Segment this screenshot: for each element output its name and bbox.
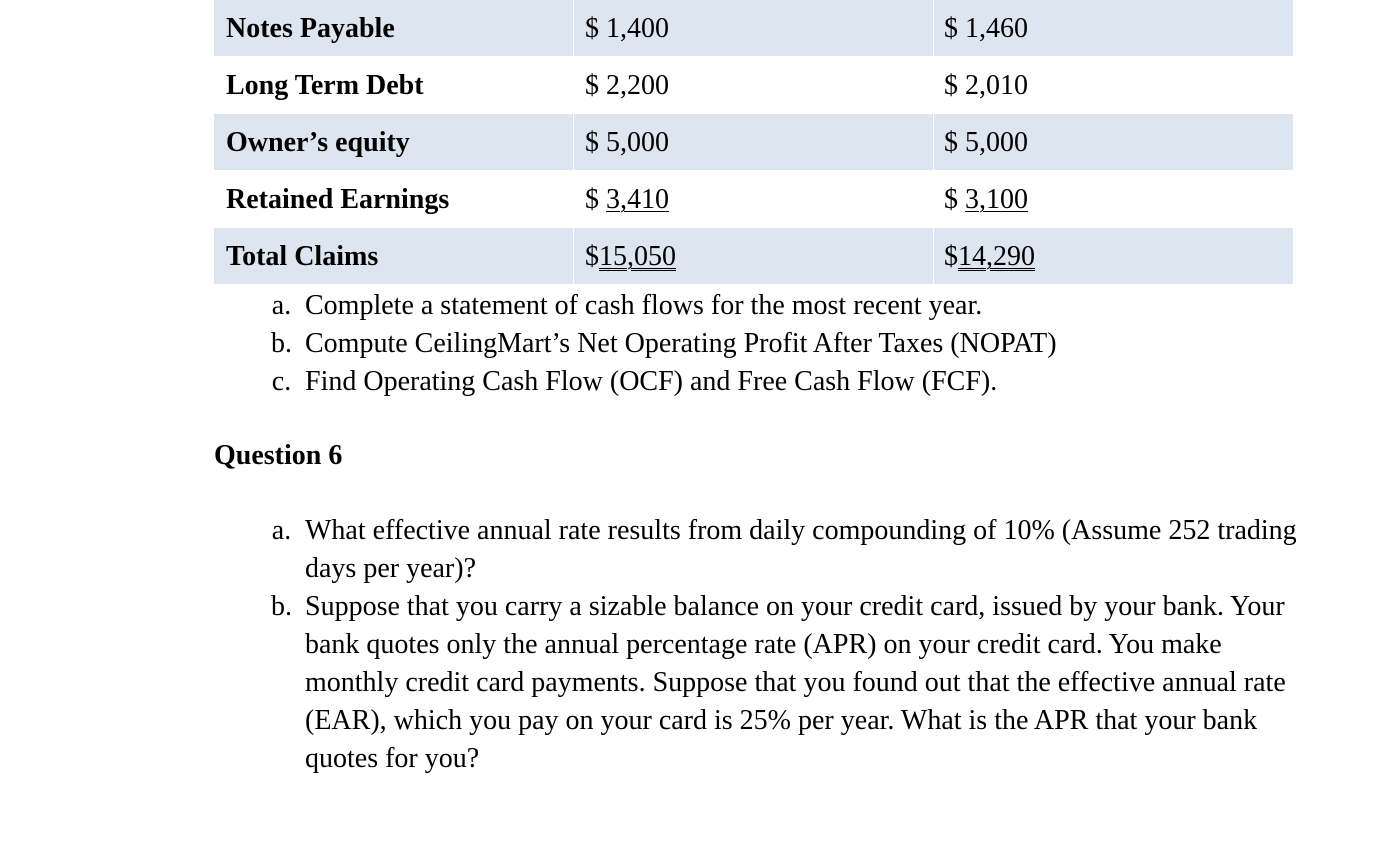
list-item [258,325,1358,363]
list-item [258,363,1358,401]
table-row [214,228,1293,285]
prior-year-value [585,183,669,217]
recent-year-value: $ 1,460 [944,13,1028,44]
column-divider [933,228,934,284]
question-heading: Question 6 [214,440,343,471]
list-marker: b. [271,328,292,359]
list-item [258,588,1308,778]
column-divider [573,228,574,284]
row-label: Owner’s equity [226,127,410,158]
double-underlined-amount: 15,050 [599,241,676,272]
row-label: Long Term Debt [226,70,424,101]
recent-year-value [944,183,1028,217]
recent-year-value [944,240,1035,274]
prior-year-value [585,240,676,274]
row-label: Total Claims [226,241,379,272]
currency-prefix: $ [944,241,958,272]
list-item [258,512,1308,588]
list-marker: a. [271,515,292,546]
list-marker: b. [271,591,292,622]
task-list [258,287,1358,401]
table-row [214,0,1293,57]
column-divider [573,0,574,56]
row-label: Notes Payable [226,13,395,44]
underlined-amount: 3,100 [965,184,1028,215]
prior-year-value: $ 2,200 [585,70,669,101]
double-underlined-amount: 14,290 [958,241,1035,272]
table-row [214,114,1293,171]
list-item-text: Find Operating Cash Flow (OCF) and Free Cash Flow (FCF). [305,366,998,397]
list-item-text: Compute CeilingMart’s Net Operating Profit After Taxes (NOPAT) [305,328,1057,359]
list-item [258,287,1358,325]
currency-prefix: $ [585,241,599,272]
question-list [258,512,1308,778]
balance-sheet-table [214,0,1293,285]
column-divider [933,0,934,56]
underlined-amount: 3,410 [606,184,669,215]
row-label: Retained Earnings [226,184,450,215]
currency-prefix: $ [944,184,965,215]
column-divider [933,114,934,170]
recent-year-value: $ 5,000 [944,127,1028,158]
column-divider [573,114,574,170]
list-item-text: Complete a statement of cash flows for the most recent year. [305,290,983,321]
list-item-text: What effective annual rate results from daily compounding of 10% (Assume 252 trading days per year)? [305,515,1297,584]
prior-year-value: $ 5,000 [585,127,669,158]
table-row [214,171,1293,228]
table-row [214,57,1293,114]
currency-prefix: $ [585,184,606,215]
list-marker: a. [271,290,292,321]
prior-year-value: $ 1,400 [585,13,669,44]
list-marker: c. [271,366,292,397]
recent-year-value: $ 2,010 [944,70,1028,101]
list-item-text: Suppose that you carry a sizable balance on your credit card, issued by your bank. Your bank quotes only the annual percentage rate (APR) on your credit card. You make monthly credit card payments. Suppose that you found out that the effective annual rate (EAR), which you pay on your card is 25% per year. What is the APR that your bank quotes for you? [305,591,1286,774]
